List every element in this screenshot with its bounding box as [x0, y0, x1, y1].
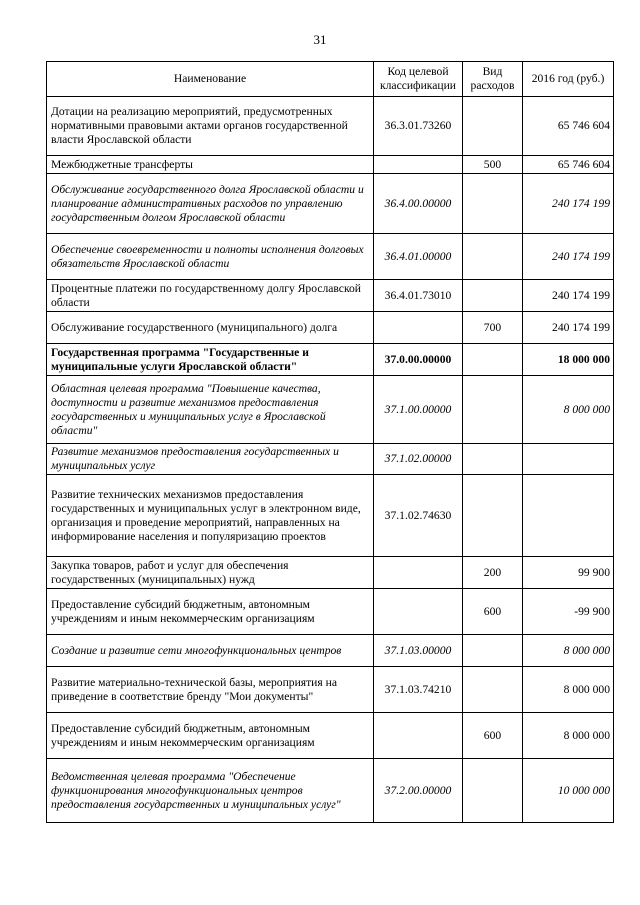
row-type [463, 174, 523, 234]
row-name: Обслуживание государственного долга Ярославской области и планирование административных расходов по управлению государственным долгом Ярославской области [47, 174, 374, 234]
table-row [47, 234, 614, 280]
row-type [463, 475, 523, 557]
table-row [47, 589, 614, 635]
row-type [463, 376, 523, 444]
row-amount: 240 174 199 [523, 174, 614, 234]
row-name: Ведомственная целевая программа "Обеспечение функционирования многофункциональных центров предоставления государственных и муниципальных услуг" [47, 759, 374, 823]
row-amount: -99 900 [523, 589, 614, 635]
row-name: Предоставление субсидий бюджетным, автономным учреждениям и иным некоммерческим организациям [47, 713, 374, 759]
row-name: Обеспечение своевременности и полноты исполнения долговых обязательств Ярославской области [47, 234, 374, 280]
row-type [463, 759, 523, 823]
table-row [47, 280, 614, 312]
row-name: Предоставление субсидий бюджетным, автономным учреждениям и иным некоммерческим организациям [47, 589, 374, 635]
table-row [47, 156, 614, 174]
row-amount: 8 000 000 [523, 635, 614, 667]
row-code: 37.1.03.74210 [374, 667, 463, 713]
page-number: 31 [313, 32, 327, 47]
table-row [47, 713, 614, 759]
row-type: 600 [463, 589, 523, 635]
row-code: 37.1.02.74630 [374, 475, 463, 557]
row-name: Процентные платежи по государственному долгу Ярославской области [47, 280, 374, 312]
row-amount: 18 000 000 [523, 344, 614, 376]
table-row [47, 376, 614, 444]
row-code: 37.1.02.00000 [374, 444, 463, 475]
row-name: Дотации на реализацию мероприятий, предусмотренных нормативными правовыми актами органов государственной власти Ярославской области [47, 97, 374, 156]
row-amount: 10 000 000 [523, 759, 614, 823]
row-type [463, 234, 523, 280]
header-amount: 2016 год (руб.) [523, 62, 614, 97]
row-amount: 8 000 000 [523, 376, 614, 444]
row-code [374, 557, 463, 589]
row-name: Создание и развитие сети многофункциональных центров [47, 635, 374, 667]
header-name: Наименование [47, 62, 374, 97]
table-row [47, 759, 614, 823]
row-code: 37.1.00.00000 [374, 376, 463, 444]
row-amount: 240 174 199 [523, 280, 614, 312]
row-name: Развитие материально-технической базы, мероприятия на приведение в соответствие бренду "Мои документы" [47, 667, 374, 713]
row-type [463, 280, 523, 312]
row-amount: 240 174 199 [523, 312, 614, 344]
row-amount: 8 000 000 [523, 713, 614, 759]
row-code: 36.4.00.00000 [374, 174, 463, 234]
row-type [463, 635, 523, 667]
table-row [47, 174, 614, 234]
row-type [463, 667, 523, 713]
table-row [47, 475, 614, 557]
row-name: Государственная программа "Государственные и муниципальные услуги Ярославской области" [47, 344, 374, 376]
row-amount: 65 746 604 [523, 97, 614, 156]
row-name: Межбюджетные трансферты [47, 156, 374, 174]
row-code [374, 312, 463, 344]
row-type: 500 [463, 156, 523, 174]
row-code: 36.4.01.00000 [374, 234, 463, 280]
row-type [463, 97, 523, 156]
table-row [47, 557, 614, 589]
budget-table [46, 61, 614, 823]
row-type [463, 344, 523, 376]
table-row [47, 444, 614, 475]
row-amount [523, 444, 614, 475]
header-type: Вид расходов [463, 62, 523, 97]
header-code: Код целевой классификации [374, 62, 463, 97]
row-amount: 65 746 604 [523, 156, 614, 174]
row-code: 37.2.00.00000 [374, 759, 463, 823]
row-code: 37.0.00.00000 [374, 344, 463, 376]
table-row [47, 635, 614, 667]
row-name: Обслуживание государственного (муниципального) долга [47, 312, 374, 344]
row-name: Закупка товаров, работ и услуг для обеспечения государственных (муниципальных) нужд [47, 557, 374, 589]
table-row [47, 344, 614, 376]
row-code [374, 156, 463, 174]
row-amount: 240 174 199 [523, 234, 614, 280]
row-type: 600 [463, 713, 523, 759]
row-name: Областная целевая программа "Повышение качества, доступности и развитие механизмов предоставления государственных и муниципальных услуг в Ярославской области" [47, 376, 374, 444]
row-type [463, 444, 523, 475]
row-name: Развитие технических механизмов предоставления государственных и муниципальных услуг в электронном виде, организация и проведение мероприятий, направленных на информирование населения и популяризацию проектов [47, 475, 374, 557]
row-code: 37.1.03.00000 [374, 635, 463, 667]
table-row [47, 97, 614, 156]
table-row [47, 667, 614, 713]
row-type: 700 [463, 312, 523, 344]
row-type: 200 [463, 557, 523, 589]
row-code: 36.4.01.73010 [374, 280, 463, 312]
row-amount [523, 475, 614, 557]
row-amount: 99 900 [523, 557, 614, 589]
table-row [47, 312, 614, 344]
row-code: 36.3.01.73260 [374, 97, 463, 156]
row-code [374, 589, 463, 635]
table-header-row [47, 62, 614, 97]
row-name: Развитие механизмов предоставления государственных и муниципальных услуг [47, 444, 374, 475]
row-code [374, 713, 463, 759]
row-amount: 8 000 000 [523, 667, 614, 713]
